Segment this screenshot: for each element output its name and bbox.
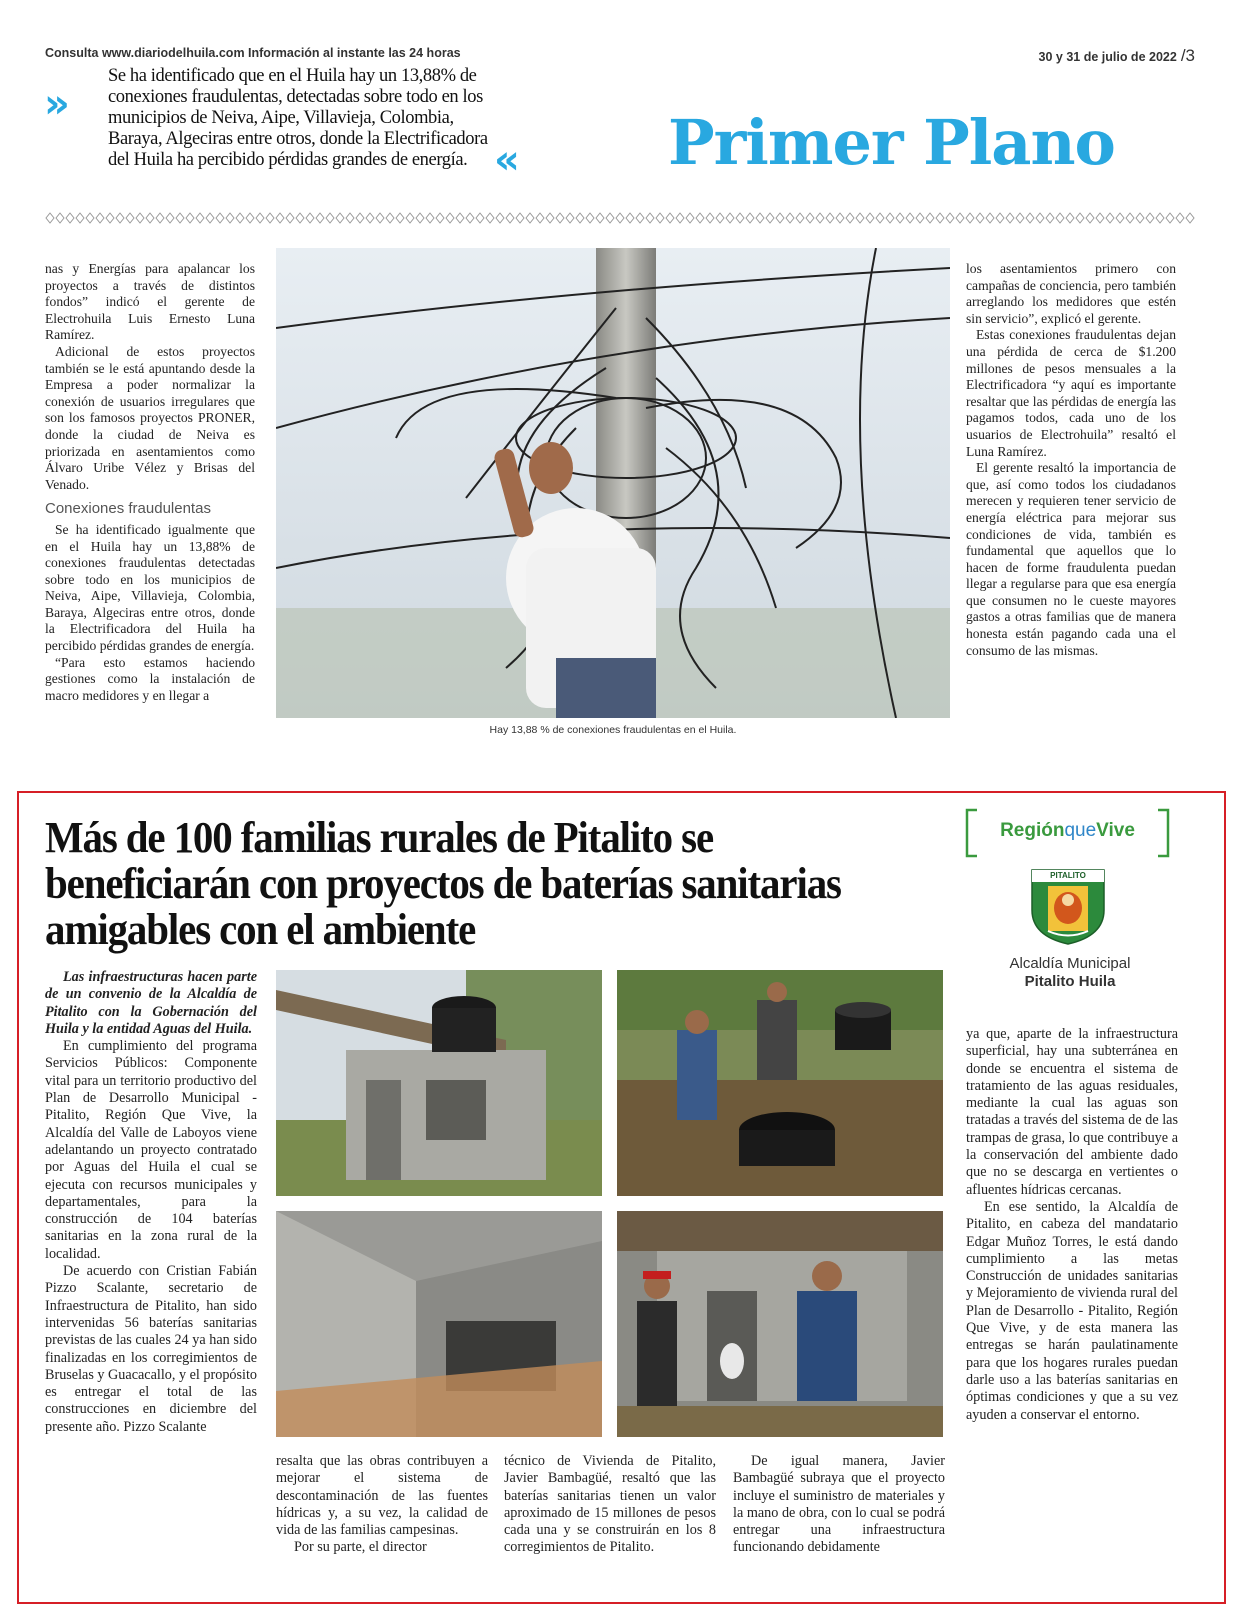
septic-tank-photo	[276, 1211, 602, 1437]
paragraph: “Para esto estamos haciendo gestiones como la instalación de macro medidores y en llegar a	[45, 654, 255, 703]
paragraph: De igual manera, Javier Bambagüé subraya que el proyecto incluye el suministro de materiales y la mano de obra, con lo cual se podrá entregar una infraestructura funcionando debidamente	[733, 1453, 945, 1556]
paragraph: Estas conexiones fraudulentas dejan una pérdida de cerca de $1.200 millones de pesos mensuales a la Electrificadora “y aquí es importante resaltar que las pérdidas de energía las pagamos todos, cada uno de los usuarios de Electrohuila” resaltó el Luna Ramírez.	[966, 327, 1176, 459]
article-left-column	[45, 261, 255, 704]
paragraph: El gerente resaltó la importancia de que, así como todos los ciudadanos merecen y requieren tener servicio de energía eléctrica para mejorar sus condiciones de vida, también es fundamental que aquellos que lo hacen de forme fraudulenta puedan llegar a regularse para que esa energía que consumen no le cueste mayores gastos a otras familias que de manera honesta están pagando cada una el consumo de las mismas.	[966, 460, 1176, 658]
badge-text	[965, 820, 1170, 842]
paragraph: En ese sentido, la Alcaldía de Pitalito, en cabeza del mandatario Edgar Muñoz Torres, le está dando cumplimiento a las metas Construcción de unidades sanitarias y Mejoramiento de vivienda rural del Plan de Desarrollo - Pitalito, Región Que Vive, y de esta manera las entregas se harán paulatinamente para que los hogares rurales puedan darle uso a las baterías sanitarias en óptimas condiciones y que a su vez ayuden a conservar el entorno.	[966, 1198, 1178, 1423]
date-text: 30 y 31 de julio de 2022	[1038, 50, 1177, 64]
page-header	[45, 42, 1195, 64]
article-right-column	[966, 261, 1176, 659]
paragraph: Se ha identificado igualmente que en el Huila hay un 13,88% de conexiones fraudulentas detectadas sobre todo en los municipios de Neiva, Aipe, Villavieja, Colombia, Baraya, Algeciras entre otros, donde la Electrificadora del Huila ha percibido pérdidas grandes de energía.	[45, 521, 255, 654]
feature-column-3	[504, 1453, 716, 1557]
alcaldia-logo-text	[990, 955, 1150, 991]
paragraph: De acuerdo con Cristian Fabián Pizzo Scalante, secretario de Infraestructura de Pitalito, han sido intervenidas 56 baterías sanitarias previstas de las cuales 24 ya han sido finalizadas en los corregimientos de Bruselas y Guacacallo, y el propósito es entregar el total de las construcciones en diciembre del presente año. Pizzo Scalante	[45, 1263, 257, 1435]
subheading: Conexiones fraudulentas	[45, 500, 211, 518]
power-pole-photo	[276, 248, 950, 718]
feature-headline: Más de 100 familias rurales de Pitalito se beneficiarán con proyectos de baterías sanitarias amigables con el ambiente	[45, 813, 841, 954]
badge-word-region: Región	[1000, 820, 1065, 841]
quote-open-chevron-icon: »	[44, 81, 70, 127]
feature-deck: Las infraestructuras hacen parte de un convenio de la Alcaldía de Pitalito con la Gobernación del Huila y la entidad Aguas del Huila.	[45, 969, 257, 1037]
paragraph: resalta que las obras contribuyen a mejorar el sistema de descontaminación de las fuentes hídricas y, a su vez, la calidad de vida de las familias campesinas.	[276, 1453, 488, 1539]
paragraph: ya que, aparte de la infraestructura superficial, hay una subterránea en donde se encuentra el sistema de tratamiento de las aguas residuales, mediante la cual las aguas son tratadas a través del sistema de de las trampas de grasa, lo que contribuye a la conservación del ambiente dado que no se descarga en vertientes o afluentes hídricas cercanas.	[966, 1026, 1178, 1198]
region-que-vive-badge	[965, 808, 1170, 858]
sanitary-building-photo	[276, 970, 602, 1196]
feature-column-1	[45, 969, 257, 1436]
lead-quote: Se ha identificado que en el Huila hay un 13,88% de conexiones fraudulentas, detectadas sobre todo en los municipios de Neiva, Aipe, Villavieja, Colombia, Baraya, Algeciras entre otros, donde la Electrificadora del Huila ha percibido pérdidas grandes de energía.	[108, 66, 488, 170]
alcaldia-line2: Pitalito Huila	[1024, 973, 1116, 990]
page-number: /3	[1180, 46, 1195, 65]
paragraph: Por su parte, el director	[294, 1539, 427, 1556]
shield-label: PITALITO	[1050, 871, 1086, 880]
paragraph: En cumplimiento del programa Servicios Públicos: Componente vital para un territorio productivo del Plan de Desarrollo Municipal - Pitalito, Región Que Vive, la Alcaldía del Valle de Laboyos viene adelantando un proyecto contratado por Aguas del Huila el cual se ejecuta con recursos municipales y departamentales, para la construcción de 104 baterías sanitarias en la zona rural de la localidad.	[45, 1038, 257, 1262]
feature-column-2	[276, 1453, 488, 1557]
alcaldia-line1: Alcaldía Municipal	[1009, 955, 1131, 972]
photo-caption: Hay 13,88 % de conexiones fraudulentas en el Huila.	[489, 724, 737, 736]
paragraph: nas y Energías para apalancar los proyectos a través de distintos fondos” indicó el gerente de Electrohuila Luis Ernesto Luna Ramírez.	[45, 261, 255, 343]
paragraph: los asentamientos primero con campañas de conciencia, pero también arreglando los medidores que estén sin servicio”, explicó el gerente.	[966, 261, 1176, 326]
section-title: Primer Plano	[668, 106, 1115, 179]
feature-column-4	[733, 1453, 945, 1557]
page-date	[1039, 46, 1195, 66]
water-tank-photo	[617, 970, 943, 1196]
paragraph: Adicional de estos proyectos también se le está apuntando desde la Empresa a poder normalizar la conexión de usuarios irregulares que son los famosos proyectos PRONER, donde la ciudad de Neiva es priorizada en asentamientos como Álvaro Uribe Vélez y Brisas del Venado.	[45, 343, 255, 492]
pitalito-shield-logo	[1028, 866, 1108, 946]
paragraph: técnico de Vivienda de Pitalito, Javier Bambagüé, resaltó que las baterías sanitarias tienen un valor aproximado de 15 millones de pesos cada una y se construirán en los 8 corregimientos de Pitalito.	[504, 1453, 716, 1556]
badge-word-que: que	[1064, 820, 1097, 841]
feature-column-5	[966, 1026, 1178, 1424]
decorative-divider	[45, 212, 1195, 224]
site-promo-text: Consulta www.diariodelhuila.com Información al instante las 24 horas	[45, 46, 461, 60]
quote-close-chevron-icon: «	[494, 137, 520, 183]
workers-at-bathroom-photo	[617, 1211, 943, 1437]
badge-word-vive: Vive	[1096, 820, 1135, 841]
